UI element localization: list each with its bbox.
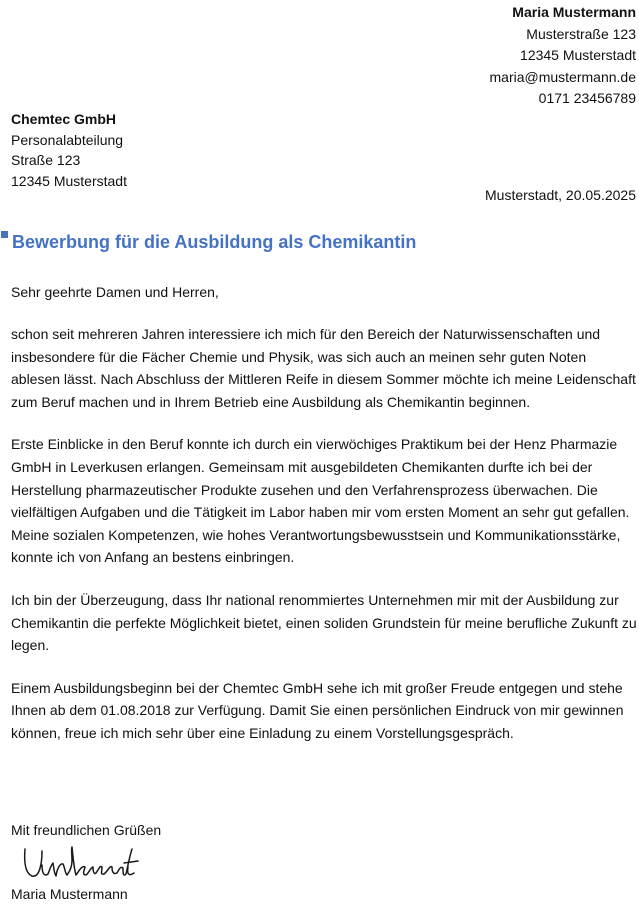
salutation: Sehr geehrte Damen und Herren, <box>11 284 219 300</box>
letter-body <box>11 323 637 765</box>
sender-street: Musterstraße 123 <box>526 25 636 42</box>
sender-name: Maria Mustermann <box>512 4 636 20</box>
subject-marker <box>1 231 8 238</box>
recipient-block <box>11 109 127 191</box>
signer-name: Maria Mustermann <box>11 886 128 902</box>
sender-block <box>490 2 637 110</box>
paragraph: Erste Einblicke in den Beruf konnte ich durch ein vierwöchiges Praktikum bei der Henz Pharmazie GmbH in Leverkusen erlangen. Gemeinsam mit ausgebildeten Chemikanten durfte ich bei der Herstellung pharmazeutischer Produkte zusehen und den Verfahrensprozess überwachen. Die vielfältigen Aufgaben und die Tätigkeit im Labor haben mir vom ersten Moment an sehr gut gefallen. Meine sozialen Kompetenzen, wie hohes Verantwortungsbewusstsein und Kommunikationsstärke, konnte ich von Anfang an bestens einbringen. <box>11 436 630 566</box>
recipient-company: Chemtec GmbH <box>11 111 117 127</box>
paragraph: Ich bin der Überzeugung, dass Ihr national renommiertes Unternehmen mir mit der Ausbildung zur Chemikantin die perfekte Möglichkeit bietet, einen soliden Grundstein für meine berufliche Zukunft zu legen. <box>11 591 637 654</box>
recipient-city: 12345 Musterstadt <box>11 172 127 189</box>
sender-city: 12345 Musterstadt <box>520 47 636 63</box>
recipient-street: Straße 123 <box>11 152 81 168</box>
sender-phone: 0171 23456789 <box>538 90 636 106</box>
paragraph: Einem Ausbildungsbeginn bei der Chemtec GmbH sehe ich mit großer Freude entgegen und stehe Ihnen ab dem 01.08.2018 zur Verfügung. Damit Sie einen persönlichen Eindruck von mir gewinnen können, freue ich mich sehr über eine Einladung zu einem Vorstellungsgespräch. <box>11 679 624 741</box>
subject-heading: Bewerbung für die Ausbildung als Chemikantin <box>12 232 417 252</box>
paragraph: schon seit mehreren Jahren interessiere ich mich für den Bereich der Naturwissenschaften und insbesondere für die Fächer Chemie und Physik, was sich auch an meinen sehr guten Noten ablesen lässt. Nach Abschluss der Mittleren Reife in diesem Sommer möchte ich meine Leidenschaft zum Beruf machen und in Ihrem Betrieb eine Ausbildung als Chemikantin beginnen. <box>11 326 636 410</box>
date-line: Musterstadt, 20.05.2025 <box>485 187 636 203</box>
recipient-department: Personalabteilung <box>11 131 124 148</box>
signature-image <box>22 843 142 885</box>
sender-email: maria@mustermann.de <box>489 68 636 85</box>
closing: Mit freundlichen Grüßen <box>11 822 162 838</box>
